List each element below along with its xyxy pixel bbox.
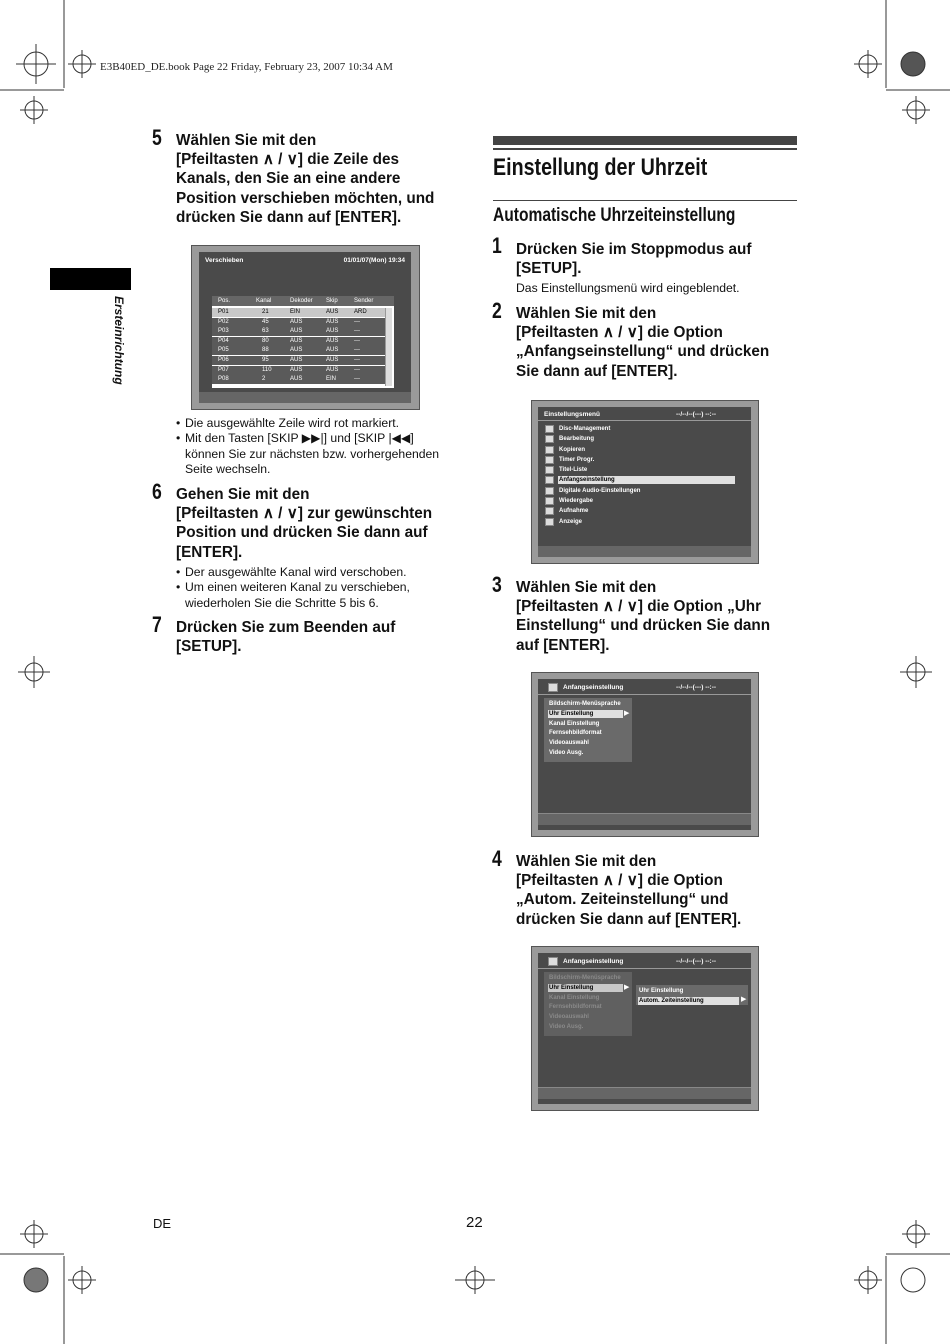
screen3-datetime: --/--/--(---) --:--	[676, 684, 717, 691]
screen4-title: Anfangseinstellung	[563, 958, 624, 965]
menu-item[interactable]	[544, 465, 744, 475]
menu-item-label: Timer Progr.	[559, 456, 595, 463]
file-header: E3B40ED_DE.book Page 22 Friday, February 23, 2007 10:34 AM	[100, 61, 393, 73]
table-cell: 110	[262, 366, 272, 373]
menu-item[interactable]: Kanal Einstellung	[549, 720, 600, 727]
screen-autom-zeiteinstellung	[531, 946, 759, 1111]
table-cell: EIN	[326, 376, 337, 383]
table-cell: 45	[262, 318, 269, 325]
bullets-step6: • Der ausgewählte Kanal wird verschoben. • Um einen weiteren Kanal zu verschieben, wiederholen Sie die Schritte 5 bis 6.	[176, 565, 410, 610]
table-cell: ---	[354, 366, 360, 373]
menu-item[interactable]	[544, 496, 744, 506]
table-cell: AUS	[326, 318, 339, 325]
menu-item-label: Anfangseinstellung	[558, 476, 735, 484]
menu-item[interactable]	[544, 455, 744, 465]
step-2-text: Wählen Sie mit den [Pfeiltasten ∧ / ∨] die Option „Anfangseinstellung“ und drücken Sie dann auf [ENTER].	[516, 305, 770, 380]
submenu-item[interactable]: Autom. Zeiteinstellung	[638, 997, 739, 1005]
menu-item[interactable]	[544, 424, 744, 434]
menu-item[interactable]: Fernsehbildformat	[549, 730, 602, 737]
menu-item[interactable]: Uhr Einstellung	[548, 984, 623, 992]
table-cell: ---	[354, 318, 360, 325]
column-header: Dekoder	[290, 298, 313, 304]
settings-icon	[548, 683, 558, 692]
table-cell: 63	[262, 328, 269, 335]
table-cell: AUS	[326, 366, 339, 373]
menu-item-icon	[545, 487, 554, 495]
menu-item[interactable]: Video Ausg.	[549, 1024, 584, 1030]
menu-item[interactable]	[544, 506, 744, 516]
step-1-note: Das Einstellungsmenü wird eingeblendet.	[516, 281, 740, 295]
table-cell: 21	[262, 309, 269, 315]
column-header: Pos.	[218, 298, 231, 304]
menu-item[interactable]	[544, 445, 744, 455]
channel-table	[212, 296, 394, 388]
title-rule	[493, 148, 797, 150]
step-4-number: 4	[492, 846, 502, 871]
menu-item[interactable]	[544, 434, 744, 444]
section-rule	[493, 200, 797, 201]
chapter-label: Ersteinrichtung	[112, 296, 126, 385]
table-cell: AUS	[290, 318, 303, 325]
column-header: Skip	[326, 298, 338, 304]
screen-verschieben	[191, 245, 420, 410]
menu-item[interactable]: Videoauswahl	[549, 740, 589, 747]
table-cell: 80	[262, 337, 269, 344]
menu-item[interactable]	[544, 486, 744, 496]
menu-item-icon	[545, 507, 554, 515]
menu-item-label: Wiedergabe	[559, 498, 593, 505]
table-cell: AUS	[290, 347, 303, 354]
step-6-text: Gehen Sie mit den [Pfeiltasten ∧ / ∨] zur gewünschten Position und drücken Sie dann auf [ENTER].	[176, 486, 433, 561]
table-header	[212, 296, 394, 306]
step-6-number: 6	[152, 479, 162, 504]
screen2-datetime: --/--/--(---) --:--	[676, 411, 717, 418]
table-cell: 2	[262, 376, 266, 383]
table-cell: 95	[262, 357, 269, 363]
table-row[interactable]	[212, 356, 386, 365]
step-7-number: 7	[152, 612, 162, 637]
table-cell: P07	[218, 366, 229, 373]
menu-item-icon	[545, 518, 554, 526]
table-cell: P05	[218, 347, 229, 354]
table-cell: EIN	[290, 309, 301, 315]
screen-einstellungsmenue	[531, 400, 759, 564]
table-cell: AUS	[290, 328, 303, 335]
menu-item[interactable]: Uhr Einstellung	[548, 710, 623, 718]
menu-item-icon	[545, 456, 554, 464]
menu-item-label: Anzeige	[559, 518, 583, 525]
submenu-arrow-icon: ▶	[741, 996, 747, 1003]
table-row[interactable]	[212, 308, 386, 317]
table-cell: P04	[218, 337, 229, 344]
table-cell: AUS	[326, 357, 339, 363]
table-cell: ARD	[354, 309, 367, 315]
table-cell: AUS	[326, 328, 339, 335]
section-title: Automatische Uhrzeiteinstellung	[493, 205, 736, 226]
screen2-title: Einstellungsmenü	[544, 411, 600, 418]
table-cell: P02	[218, 318, 229, 325]
step-7-text: Drücken Sie zum Beenden auf [SETUP].	[176, 619, 396, 656]
table-cell: P08	[218, 376, 229, 383]
step-4-text: Wählen Sie mit den [Pfeiltasten ∧ / ∨] die Option „Autom. Zeiteinstellung“ und drücken Sie dann auf [ENTER].	[516, 853, 742, 928]
chapter-tab	[50, 268, 131, 290]
footer-language: DE	[153, 1216, 172, 1231]
table-cell: AUS	[290, 337, 303, 344]
column-header: Sender	[354, 298, 374, 304]
bullets-step5: • Die ausgewählte Zeile wird rot markiert. • Mit den Tasten [SKIP ▶▶|] und [SKIP |◀◀] können Sie zur nächsten bzw. vorhergehenden Seite wechseln.	[176, 416, 440, 476]
screen-anfangseinstellung	[531, 672, 759, 837]
menu-item-icon	[545, 425, 554, 433]
table-row[interactable]	[212, 327, 386, 336]
menu-item-label: Digitale Audio-Einstellungen	[559, 487, 641, 494]
table-cell: ---	[354, 337, 360, 344]
table-cell: AUS	[290, 357, 303, 363]
screen1-title: Verschieben	[205, 257, 244, 264]
menu-item-icon	[545, 497, 554, 505]
menu-item-label: Disc-Management	[559, 426, 611, 432]
submenu-arrow-icon: ▶	[624, 710, 630, 717]
menu-item-label: Kopieren	[559, 446, 586, 453]
menu-item[interactable]: Bildschirm-Menüsprache	[549, 975, 621, 981]
menu-item-label: Titel-Liste	[559, 467, 588, 474]
menu-item-label: Bearbeitung	[559, 436, 595, 443]
menu-item-icon	[545, 466, 554, 474]
title-bar	[493, 136, 797, 145]
menu-item[interactable]: Videoauswahl	[549, 1014, 589, 1021]
submenu-arrow-icon: ▶	[624, 984, 630, 991]
table-cell: ---	[354, 347, 360, 354]
menu-item[interactable]: Video Ausg.	[549, 750, 584, 756]
screen4-datetime: --/--/--(---) --:--	[676, 958, 717, 965]
menu-item-icon	[545, 435, 554, 443]
menu-item[interactable]: Kanal Einstellung	[549, 994, 600, 1001]
table-row[interactable]	[212, 337, 386, 346]
table-cell: ---	[354, 376, 360, 383]
step-3-text: Wählen Sie mit den [Pfeiltasten ∧ / ∨] die Option „Uhr Einstellung“ und drücken Sie dann auf [ENTER].	[516, 579, 771, 654]
table-cell: P01	[218, 309, 229, 315]
menu-item[interactable]	[544, 517, 744, 527]
table-cell: ---	[354, 328, 360, 335]
step-1-text: Drücken Sie im Stoppmodus auf [SETUP].	[516, 241, 752, 278]
step-2-number: 2	[492, 298, 502, 323]
step-5-text: Wählen Sie mit den [Pfeiltasten ∧ / ∨] die Zeile des Kanals, den Sie an eine andere Position verschieben möchten, und drücken Sie dann auf [ENTER].	[176, 132, 435, 226]
table-cell: P06	[218, 357, 229, 363]
table-row[interactable]	[212, 375, 386, 384]
table-row[interactable]	[212, 346, 386, 355]
step-1-number: 1	[492, 233, 502, 258]
table-cell: 88	[262, 347, 269, 354]
table-cell: ---	[354, 357, 360, 363]
settings-icon	[548, 957, 558, 966]
menu-item-icon	[545, 446, 554, 454]
table-cell: AUS	[290, 366, 303, 373]
screen3-title: Anfangseinstellung	[563, 684, 624, 691]
table-cell: P03	[218, 328, 229, 335]
table-cell: AUS	[290, 376, 303, 383]
menu-item-icon	[545, 476, 554, 484]
table-row[interactable]	[212, 366, 386, 375]
column-header: Kanal	[256, 298, 272, 304]
table-cell: AUS	[326, 309, 339, 315]
menu-item-label: Aufnahme	[559, 508, 589, 515]
step-3-number: 3	[492, 572, 502, 597]
page-title: Einstellung der Uhrzeit	[493, 154, 708, 181]
table-cell: AUS	[326, 347, 339, 354]
menu-item[interactable]: Fernsehbildformat	[549, 1004, 602, 1011]
step-5-number: 5	[152, 125, 162, 150]
submenu-item[interactable]: Uhr Einstellung	[639, 988, 684, 994]
table-cell: AUS	[326, 337, 339, 344]
menu-item[interactable]: Bildschirm-Menüsprache	[549, 701, 621, 707]
page-number: 22	[466, 1214, 483, 1231]
screen1-datetime: 01/01/07(Mon) 19:34	[343, 257, 405, 264]
table-row[interactable]	[212, 318, 386, 327]
menu-item[interactable]	[544, 475, 744, 485]
